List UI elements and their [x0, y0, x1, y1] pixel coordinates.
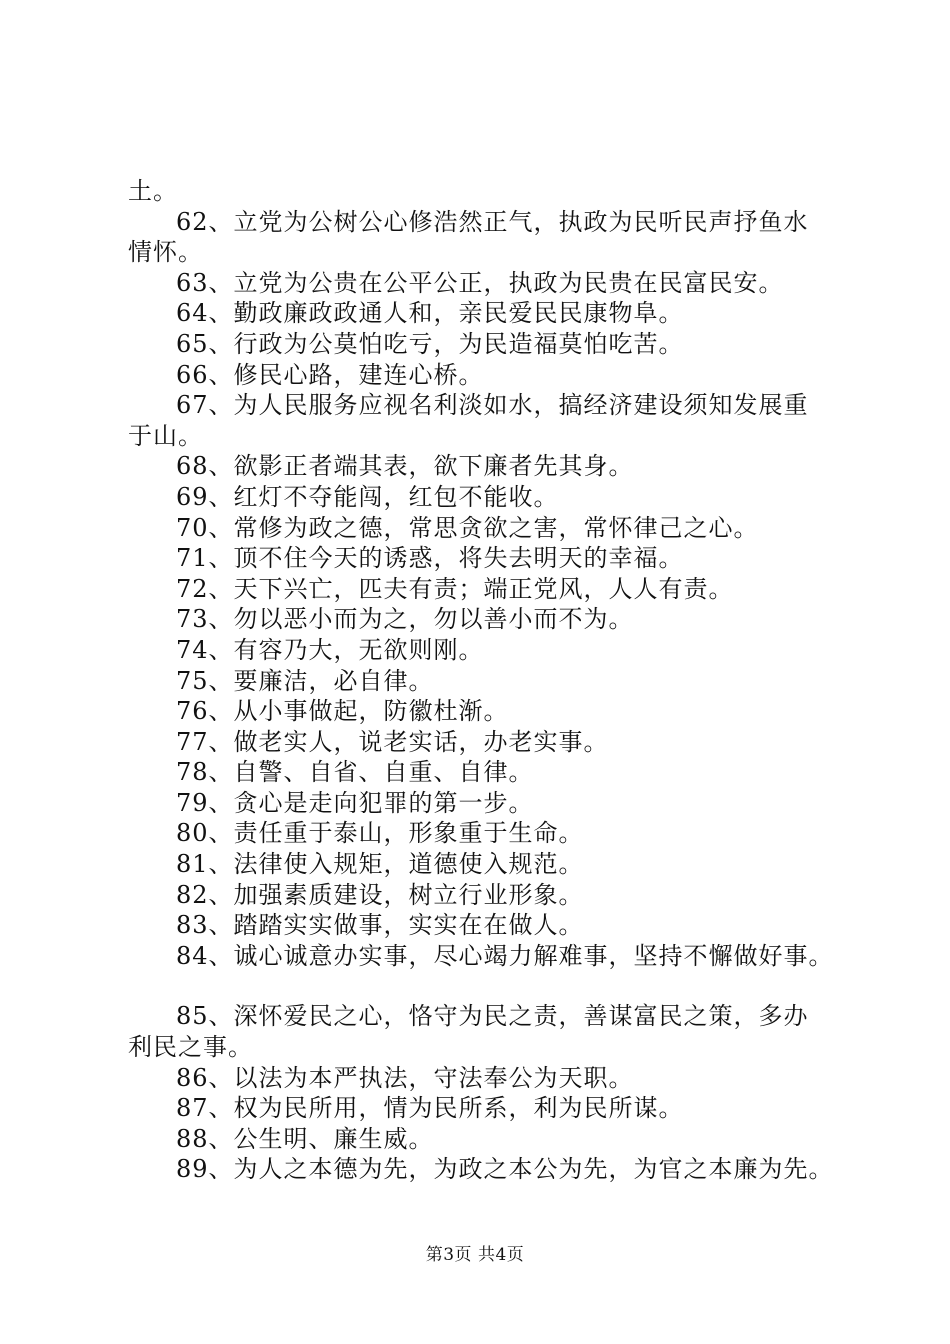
text-line: 于山。 [128, 421, 203, 450]
text-line: 72、天下兴亡，匹夫有责；端正党风，人人有责。 [176, 574, 734, 603]
text-line: 67、为人民服务应视名利淡如水，搞经济建设须知发展重 [176, 391, 809, 420]
text-line: 64、勤政廉政政通人和，亲民爱民民康物阜。 [176, 299, 684, 328]
text-line: 62、立党为公树公心修浩然正气，执政为民听民声抒鱼水 [176, 207, 809, 236]
text-line: 85、深怀爱民之心，恪守为民之责，善谋富民之策，多办 [176, 1002, 809, 1031]
text-line: 73、勿以恶小而为之，勿以善小而不为。 [176, 605, 634, 634]
text-line: 86、以法为本严执法，守法奉公为天职。 [176, 1063, 634, 1092]
text-line: 87、权为民所用，情为民所系，利为民所谋。 [176, 1094, 684, 1123]
text-line: 68、欲影正者端其表，欲下廉者先其身。 [176, 452, 634, 481]
text-line: 63、立党为公贵在公平公正，执政为民贵在民富民安。 [176, 268, 784, 297]
text-line: 利民之事。 [128, 1033, 253, 1062]
text-line: 情怀。 [128, 238, 203, 267]
paragraph-gap [128, 971, 840, 1001]
text-line: 71、顶不住今天的诱惑，将失去明天的幸福。 [176, 544, 684, 573]
text-line: 69、红灯不夺能闯，红包不能收。 [176, 482, 559, 511]
text-line: 79、贪心是走向犯罪的第一步。 [176, 788, 534, 817]
text-line: 89、为人之本德为先，为政之本公为先，为官之本廉为先。 [176, 1155, 834, 1184]
text-line: 75、要廉洁，必自律。 [176, 666, 434, 695]
text-line: 66、修民心路，建连心桥。 [176, 360, 484, 389]
text-line: 76、从小事做起，防徽杜渐。 [176, 697, 509, 726]
text-line: 78、自警、自省、自重、自律。 [176, 758, 534, 787]
text-line: 77、做老实人，说老实话，办老实事。 [176, 727, 609, 756]
text-line: 65、行政为公莫怕吃亏，为民造福莫怕吃苦。 [176, 329, 684, 358]
text-line: 74、有容乃大，无欲则刚。 [176, 635, 484, 664]
document-body [128, 176, 840, 1185]
text-line: 88、公生明、廉生威。 [176, 1124, 434, 1153]
text-line: 83、踏踏实实做事，实实在在做人。 [176, 911, 584, 940]
text-line: 土。 [128, 177, 178, 205]
text-line: 82、加强素质建设，树立行业形象。 [176, 880, 584, 909]
text-line: 84、诚心诚意办实事，尽心竭力解难事，坚持不懈做好事。 [176, 941, 834, 970]
text-line: 80、责任重于泰山，形象重于生命。 [176, 819, 584, 848]
text-line: 70、常修为政之德，常思贪欲之害，常怀律己之心。 [176, 513, 759, 542]
text-line: 81、法律使入规矩，道德使入规范。 [176, 850, 584, 879]
page-footer: 第3页 共4页 [425, 1245, 525, 1265]
